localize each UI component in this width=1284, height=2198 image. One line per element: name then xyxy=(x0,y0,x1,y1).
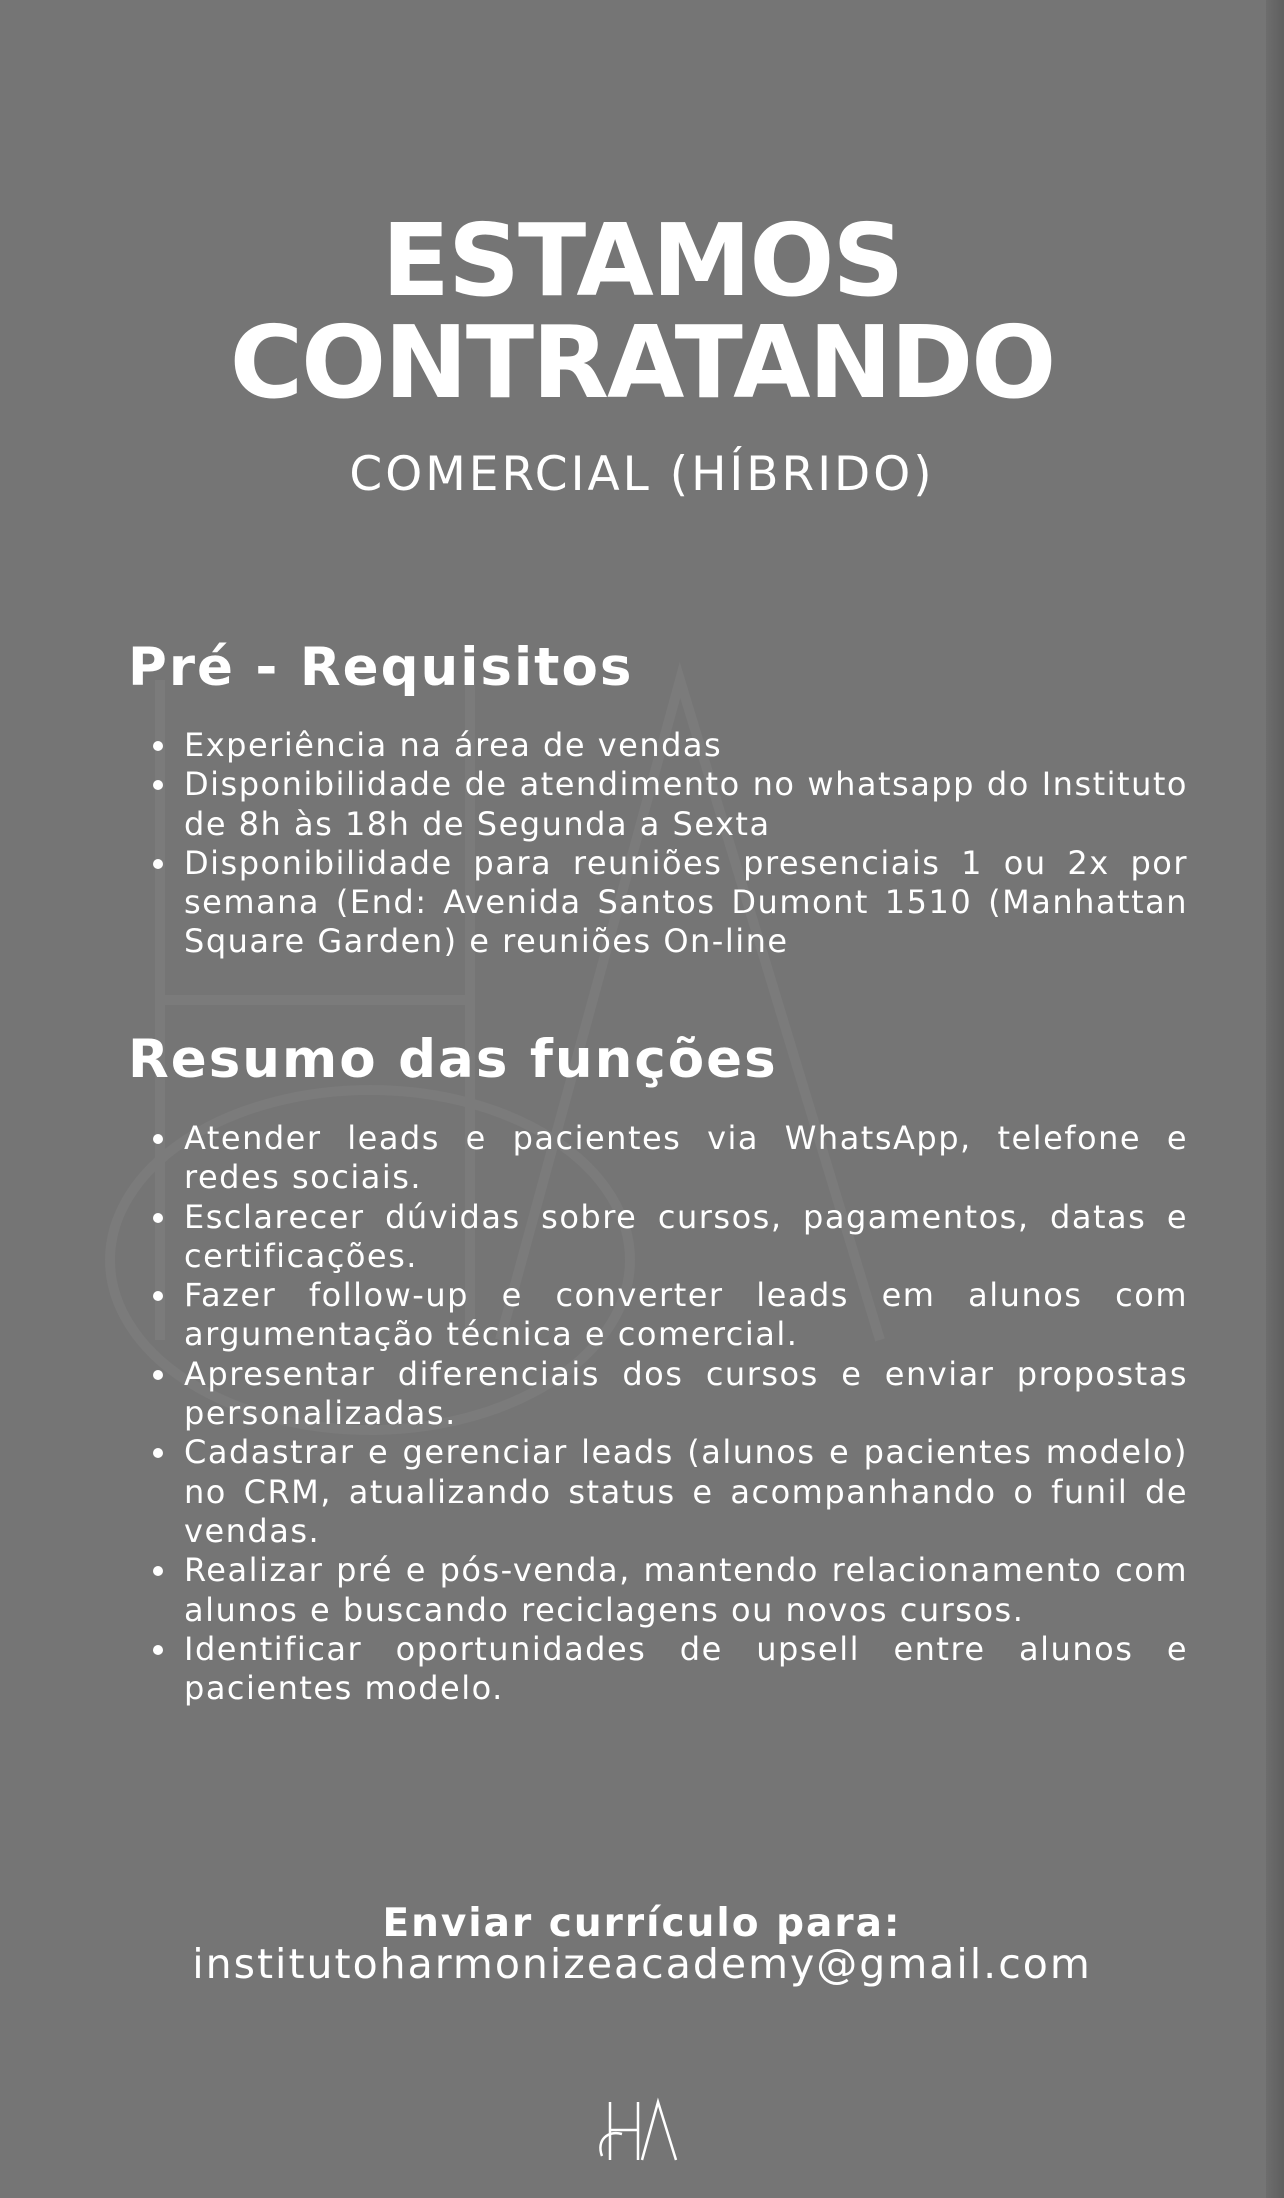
right-edge-shadow xyxy=(1266,0,1284,2198)
title-line-1: ESTAMOS xyxy=(381,202,903,319)
duties-heading: Resumo das funções xyxy=(128,1029,778,1090)
contact-email[interactable]: institutoharmonizeacademy@gmail.com xyxy=(192,1940,1092,1988)
requirements-list xyxy=(150,726,1188,962)
list-item: Apresentar diferenciais dos cursos e enviar propostas personalizadas. xyxy=(184,1354,1188,1433)
ha-monogram-logo-icon xyxy=(592,2094,692,2174)
list-item: Esclarecer dúvidas sobre cursos, pagamentos, datas e certificações. xyxy=(184,1197,1188,1275)
list-item: Fazer follow-up e converter leads em alunos com argumentação técnica e comercial. xyxy=(184,1276,1188,1354)
list-item: Identificar oportunidades de upsell entre alunos e pacientes modelo. xyxy=(184,1629,1188,1708)
list-item: Experiência na área de vendas xyxy=(184,726,1188,765)
requirements-heading: Pré - Requisitos xyxy=(128,637,634,698)
list-item: Cadastrar e gerenciar leads (alunos e pacientes modelo) no CRM, atualizando status e acompanhando o funil de vendas. xyxy=(184,1433,1188,1550)
list-item: Atender leads e pacientes via WhatsApp, telefone e redes sociais. xyxy=(184,1119,1188,1197)
send-cv-label: Enviar currículo para: xyxy=(382,1901,902,1946)
list-item: Disponibilidade para reuniões presenciais 1 ou 2x por semana (End: Avenida Santos Dumont 1510 (Manhattan Square Garden) e reuniões On-line xyxy=(184,843,1188,961)
list-item: Disponibilidade de atendimento no whatsapp do Instituto de 8h às 18h de Segunda a Sexta xyxy=(184,765,1188,843)
job-role-subtitle: COMERCIAL (HÍBRIDO) xyxy=(349,447,935,502)
duties-list xyxy=(150,1119,1188,1708)
list-item: Realizar pré e pós-venda, mantendo relacionamento com alunos e buscando reciclagens ou novos cursos. xyxy=(184,1551,1188,1629)
title-line-2: CONTRATANDO xyxy=(229,304,1055,421)
page-title xyxy=(0,202,1284,421)
